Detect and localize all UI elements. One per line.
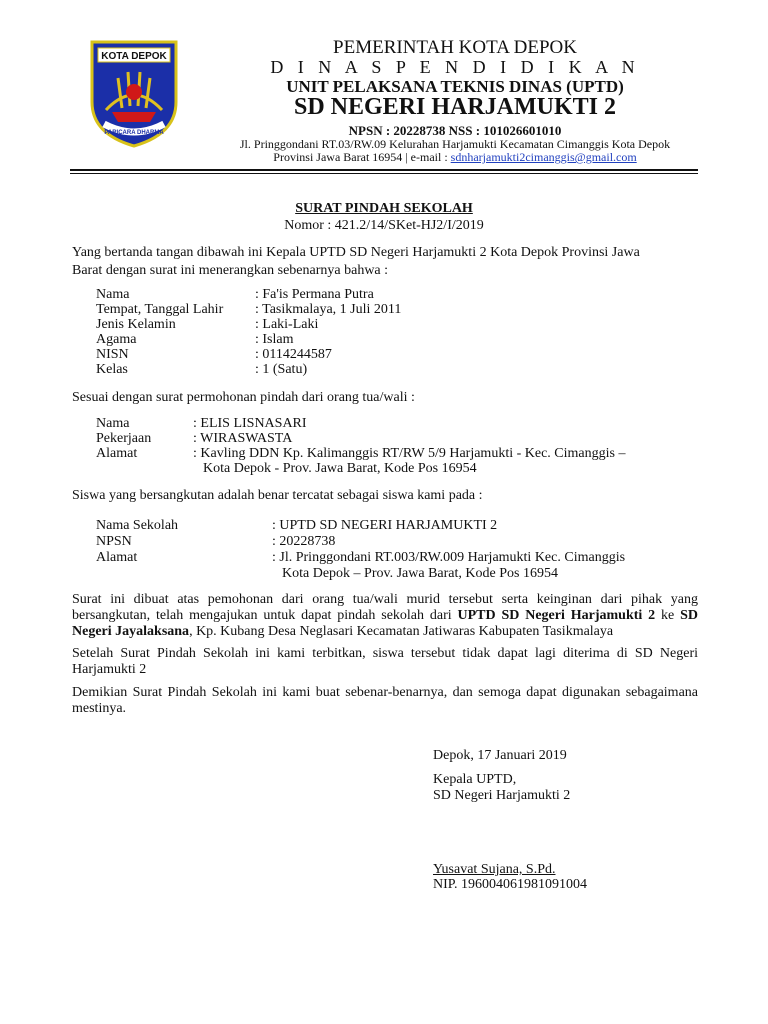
student-value-nisn: : 0114244587 [255, 347, 332, 362]
student-label-name: Nama [96, 287, 130, 302]
signer-position1: Kepala UPTD, [433, 772, 517, 787]
school-intro: Siswa yang bersangkutan adalah benar tercatat sebagai siswa kami pada : [72, 488, 483, 503]
student-value-birth: : Tasikmalaya, 1 Juli 2011 [255, 302, 402, 317]
signer-position2: SD Negeri Harjamukti 2 [433, 788, 571, 803]
signer-nip: NIP. 196004061981091004 [433, 877, 588, 892]
parent-value-name: : ELIS LISNASARI [193, 416, 307, 431]
paragraph-transfer [72, 592, 698, 640]
school-value-name: : UPTD SD NEGERI HARJAMUKTI 2 [272, 518, 498, 533]
parent-label-address: Alamat [96, 446, 138, 461]
school-value-npsn: : 20228738 [272, 534, 336, 549]
header-line3: UNIT PELAKSANA TEKNIS DINAS (UPTD) [286, 77, 624, 96]
parent-label-name: Nama [96, 416, 130, 431]
student-label-religion: Agama [96, 332, 137, 347]
intro-line2: Barat dengan surat ini menerangkan sebenarnya bahwa : [72, 263, 389, 278]
paragraph-closing: Demikian Surat Pindah Sekolah ini kami buat sebenar-benarnya, dan semoga dapat digunakan sebagaimana mestinya. [72, 685, 698, 716]
letter-number: Nomor : 421.2/14/SKet-HJ2/I/2019 [284, 218, 484, 233]
npsn-nss: NPSN : 20228738 NSS : 101026601010 [348, 123, 562, 138]
p1-text-a: Surat ini dibuat atas pemohonan dari orang tua/wali murid tersebut serta keinginan dari pihak yang bersangkutan, telah mengajukan untuk dapat pindah sekolah dari [72, 592, 698, 623]
address-prefix: Provinsi Jawa Barat 16954 | e-mail : [273, 150, 451, 164]
parent-value-job: : WIRASWASTA [193, 431, 293, 446]
p1-text-e: , Kp. Kubang Desa Neglasari Kecamatan Jatiwaras Kabupaten Tasikmalaya [189, 624, 614, 639]
school-label-name: Nama Sekolah [96, 518, 179, 533]
header-line2: D I N A S P E N D I D I K A N [270, 57, 640, 77]
signer-name: Yusavat Sujana, S.Pd. [433, 862, 556, 877]
student-label-class: Kelas [96, 362, 128, 377]
student-label-birth: Tempat, Tanggal Lahir [96, 302, 224, 317]
paragraph-no-return: Setelah Surat Pindah Sekolah ini kami terbitkan, siswa tersebut tidak dapat lagi diterima di SD Negeri Harjamukti 2 [72, 646, 698, 677]
school-label-npsn: NPSN [96, 534, 132, 549]
kota-depok-logo [88, 40, 180, 148]
p1-origin-school: UPTD SD Negeri Harjamukti 2 [457, 608, 656, 623]
address-line2 [190, 150, 720, 165]
school-address-cont: Kota Depok – Prov. Jawa Barat, Kode Pos 16954 [282, 566, 558, 581]
school-label-address: Alamat [96, 550, 138, 565]
student-label-gender: Jenis Kelamin [96, 317, 176, 332]
student-value-gender: : Laki-Laki [255, 317, 319, 332]
intro-line1: Yang bertanda tangan dibawah ini Kepala UPTD SD Negeri Harjamukti 2 Kota Depok Provinsi Jawa [72, 245, 640, 260]
parent-label-job: Pekerjaan [96, 431, 152, 446]
student-value-name: : Fa'is Permana Putra [255, 287, 374, 302]
p1-text-c: ke [655, 608, 681, 623]
header-divider-thin [70, 173, 698, 174]
parent-address-cont: Kota Depok - Prov. Jawa Barat, Kode Pos 16954 [203, 461, 477, 476]
letter-title: SURAT PINDAH SEKOLAH [295, 201, 473, 216]
school-value-address: : Jl. Pringgondani RT.003/RW.009 Harjamukti Kec. Cimanggis [272, 550, 626, 565]
email-link[interactable]: sdnharjamukti2cimanggis@gmail.com [450, 150, 637, 164]
place-date: Depok, 17 Januari 2019 [433, 748, 567, 763]
header-divider-thick [70, 169, 698, 171]
student-value-class: : 1 (Satu) [255, 362, 308, 377]
p1-destination-school: SD Negeri Jayalaksana [72, 608, 698, 639]
parent-intro: Sesuai dengan surat permohonan pindah dari orang tua/wali : [72, 390, 415, 405]
school-name: SD NEGERI HARJAMUKTI 2 [293, 94, 617, 120]
logo-top-text: KOTA DEPOK [101, 51, 167, 62]
student-label-nisn: NISN [96, 347, 129, 362]
header-line1: PEMERINTAH KOTA DEPOK [333, 37, 577, 58]
parent-value-address: : Kavling DDN Kp. Kalimanggis RT/RW 5/9 Harjamukti - Kec. Cimanggis – [193, 446, 626, 461]
logo-bottom-text: PARICARA DHARMA [104, 130, 164, 136]
student-value-religion: : Islam [255, 332, 294, 347]
address-line1: Jl. Pringgondani RT.03/RW.09 Kelurahan Harjamukti Kecamatan Cimanggis Kota Depok [239, 137, 671, 151]
